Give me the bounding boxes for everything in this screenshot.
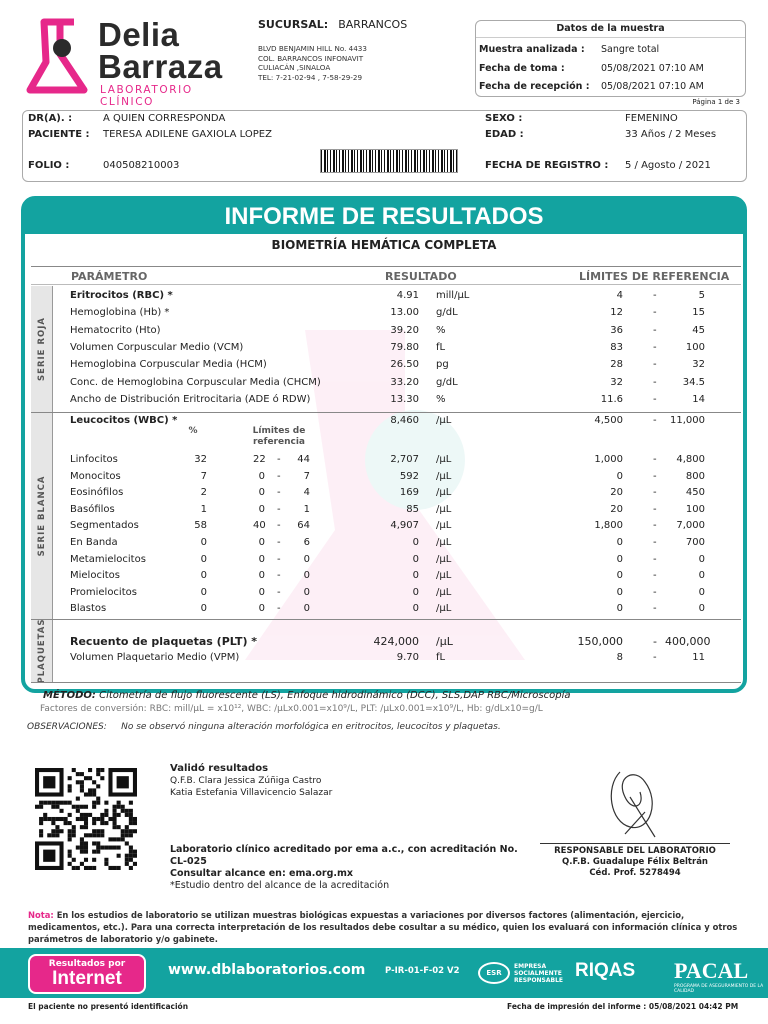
page-number: Página 1 de 3 (692, 98, 740, 106)
ref-min: 32 (610, 376, 623, 388)
percent-value: 2 (200, 487, 207, 499)
percent-limit-max: 0 (303, 553, 310, 565)
param-name: Eritrocitos (RBC) * (70, 290, 173, 301)
accreditation (170, 844, 520, 892)
ref-min: 0 (616, 553, 623, 565)
lab-responsible (540, 843, 730, 879)
sex-label: SEXO : (485, 113, 523, 124)
ref-max: 11,000 (670, 415, 705, 426)
pacal-name: PACAL (674, 958, 749, 983)
sample-key: Fecha de recepción : (479, 81, 590, 92)
range-dash: - (653, 470, 657, 482)
percent-value: 0 (200, 570, 207, 582)
folio-value: 040508210003 (103, 160, 180, 171)
esr-badge (478, 962, 568, 984)
ref-max: 400,000 (665, 635, 711, 648)
percent-limit-min: 0 (258, 603, 265, 615)
result-value: 13.00 (390, 307, 419, 319)
result-row (25, 341, 751, 357)
result-row (25, 602, 751, 618)
param-name: Metamielocitos (70, 553, 146, 565)
ref-max: 11 (692, 652, 705, 663)
range-dash: - (653, 635, 657, 648)
disclaimer-note (28, 909, 744, 945)
range-dash: - (653, 307, 657, 319)
percent-value: 0 (200, 603, 207, 615)
address-line: TEL: 7-21-02-94 , 7-58-29-29 (258, 72, 363, 82)
range-dash: - (277, 503, 281, 515)
ref-min: 4 (616, 290, 623, 301)
range-dash: - (653, 570, 657, 582)
result-unit: /µL (436, 487, 452, 499)
result-unit: /µL (436, 454, 452, 465)
result-unit: mill/µL (436, 290, 470, 301)
param-name: Blastos (70, 603, 107, 615)
ref-max: 0 (698, 570, 705, 582)
pct-header: % (188, 426, 198, 436)
result-unit: fL (436, 652, 446, 663)
branch (258, 18, 407, 31)
ref-max: 15 (692, 307, 705, 319)
result-unit: /µL (436, 537, 452, 548)
sample-title: Datos de la muestra (476, 23, 745, 38)
ref-max: 0 (698, 553, 705, 565)
validation-title: Validó resultados (170, 763, 269, 774)
percent-value: 7 (200, 470, 207, 482)
percent-limit-min: 0 (258, 586, 265, 598)
param-name: Hematocrito (Hto) (70, 324, 161, 336)
result-value: 424,000 (373, 635, 419, 648)
signature-icon (600, 752, 670, 842)
ref-max: 700 (685, 537, 705, 548)
result-value: 0 (412, 553, 419, 565)
result-value: 13.30 (390, 393, 419, 405)
ref-min: 83 (610, 341, 623, 353)
pacal-subtitle: PROGRAMA DE ASEGURAMIENTO DE LA CALIDAD (674, 984, 764, 994)
range-dash: - (277, 570, 281, 582)
percent-limit-min: 22 (253, 454, 266, 465)
result-row (25, 453, 751, 469)
result-unit: % (436, 324, 446, 336)
sample-value: 05/08/2021 07:10 AM (601, 63, 704, 74)
accreditation-line: Laboratorio clínico acreditado por ema a.c., con acreditación No. CL-025 (170, 844, 518, 867)
result-value: 4,907 (390, 520, 419, 532)
method (43, 690, 570, 701)
percent-value: 0 (200, 553, 207, 565)
validator-name: Katia Estefania Villavicencio Salazar (170, 788, 333, 798)
result-row (25, 651, 751, 667)
range-dash: - (653, 503, 657, 515)
col-limits: LÍMITES DE REFERENCIA (579, 270, 730, 283)
section-label-red: SERIE ROJA (36, 317, 47, 381)
patient-label: PACIENTE : (28, 129, 90, 140)
percent-limit-min: 0 (258, 470, 265, 482)
sex-field (485, 113, 678, 124)
print-date: Fecha de impresión del informe : 05/08/2021 04:42 PM (507, 1002, 739, 1011)
table-header (31, 266, 741, 285)
range-dash: - (653, 393, 657, 405)
responsible-title: RESPONSABLE DEL LABORATORIO (554, 846, 716, 856)
range-dash: - (653, 415, 657, 426)
note-label: Nota: (28, 910, 54, 920)
col-result: RESULTADO (385, 270, 457, 283)
param-name: Volumen Plaquetario Medio (VPM) (70, 652, 240, 663)
ref-max: 0 (698, 603, 705, 615)
ref-max: 4,800 (676, 454, 705, 465)
result-row (25, 503, 751, 519)
result-row (25, 470, 751, 486)
range-dash: - (653, 454, 657, 465)
result-unit: pg (436, 359, 449, 371)
registration-date-field (485, 160, 711, 171)
section-divider (31, 682, 741, 683)
percent-limit-min: 0 (258, 487, 265, 499)
age-label: EDAD : (485, 129, 524, 140)
result-row (25, 289, 751, 305)
logo-subtitle: LABORATORIO CLÍNICO (100, 84, 193, 108)
param-name: Hemoglobina Corpuscular Media (HCM) (70, 359, 267, 371)
percent-value: 58 (194, 520, 207, 532)
ref-max: 5 (698, 290, 705, 301)
percent-limit-max: 4 (303, 487, 310, 499)
range-dash: - (277, 487, 281, 499)
conversion-factors: Factores de conversión: RBC: mill/µL = x10¹², WBC: /µLx0.001=x10⁹/L, PLT: /µLx0.001=x10⁹/L, Hb: g/dLx10=g/L (40, 704, 543, 714)
results-button-line1: Resultados por (48, 959, 126, 969)
percent-limit-min: 0 (258, 570, 265, 582)
result-row (25, 306, 751, 322)
result-row (25, 569, 751, 585)
result-row (25, 393, 751, 409)
result-unit: /µL (436, 553, 452, 565)
sample-value: Sangre total (601, 44, 660, 55)
ref-max: 450 (685, 487, 705, 499)
ref-min: 0 (616, 570, 623, 582)
result-row (25, 414, 751, 430)
range-dash: - (653, 652, 657, 663)
result-unit: /µL (436, 570, 452, 582)
observations (27, 722, 501, 732)
ref-max: 45 (692, 324, 705, 336)
range-dash: - (653, 553, 657, 565)
range-dash: - (653, 520, 657, 532)
param-name: Linfocitos (70, 454, 118, 465)
ref-min: 1,000 (594, 454, 623, 465)
result-row (25, 519, 751, 535)
address-line: COL. BARRANCOS INFONAVIT (258, 53, 364, 63)
sample-key: Fecha de toma : (479, 63, 565, 74)
result-unit: /µL (436, 415, 452, 426)
percent-value: 32 (194, 454, 207, 465)
ref-min: 36 (610, 324, 623, 336)
riqas-logo: RIQAS (575, 960, 636, 981)
ref-min: 11.6 (600, 393, 623, 405)
percent-limits-header (243, 426, 315, 448)
param-name: Mielocitos (70, 570, 120, 582)
result-value: 33.20 (390, 376, 419, 388)
percent-limit-max: 44 (297, 454, 310, 465)
accreditation-link: Consultar alcance en: ema.org.mx (170, 868, 354, 879)
method-label: MÉTODO: (43, 690, 96, 701)
result-unit: /µL (436, 586, 452, 598)
param-name: Ancho de Distribución Eritrocitaria (ADE ó RDW) (70, 393, 311, 405)
ref-max: 7,000 (676, 520, 705, 532)
responsible-name: Q.F.B. Guadalupe Félix Beltrán (562, 857, 708, 867)
ref-max: 800 (685, 470, 705, 482)
percent-limit-min: 0 (258, 553, 265, 565)
ref-min: 1,800 (594, 520, 623, 532)
age-field (485, 129, 716, 140)
result-value: 0 (412, 603, 419, 615)
result-value: 9.70 (396, 652, 419, 663)
sample-data-box (475, 20, 746, 97)
branch-address (258, 44, 367, 82)
param-name: Leucocitos (WBC) * (70, 415, 178, 426)
ref-min: 20 (610, 487, 623, 499)
range-dash: - (277, 470, 281, 482)
sample-row (479, 63, 704, 74)
result-value: 26.50 (390, 359, 419, 371)
param-name: Eosinófilos (70, 487, 124, 499)
folio-label: FOLIO : (28, 160, 70, 171)
observations-text: No se observó ninguna alteración morfológica en eritrocitos, leucocitos y plaquetas. (121, 722, 501, 732)
result-value: 0 (412, 537, 419, 548)
param-name: Promielocitos (70, 586, 137, 598)
range-dash: - (653, 290, 657, 301)
ref-max: 100 (685, 503, 705, 515)
result-value: 79.80 (390, 341, 419, 353)
age-value: 33 Años / 2 Meses (625, 129, 717, 140)
report-banner: INFORME DE RESULTADOS (25, 200, 743, 234)
percent-limit-max: 64 (297, 520, 310, 532)
branch-value: BARRANCOS (338, 18, 408, 31)
note-text: En los estudios de laboratorio se utilizan muestras biológicas expuestas a variaciones por diversos factores (alimentación, ejercicio, medicamentos, etc.). Para una correcta interpretación de los resultados debe cosultar a su médico, quien los evaluará con información clínica y otros parámetros de laboratorio y/o gabinete. (28, 910, 738, 944)
range-dash: - (653, 537, 657, 548)
ref-max: 14 (692, 393, 705, 405)
result-unit: /µL (436, 470, 452, 482)
ref-min: 0 (616, 603, 623, 615)
result-row (25, 553, 751, 569)
registration-label: FECHA DE REGISTRO : (485, 160, 609, 171)
result-row (25, 324, 751, 340)
result-value: 4.91 (396, 290, 419, 301)
accreditation-note: *Estudio dentro del alcance de la acreditación (170, 880, 390, 891)
range-dash: - (277, 537, 281, 548)
range-dash: - (653, 603, 657, 615)
range-dash: - (277, 586, 281, 598)
patient-field (28, 129, 272, 140)
responsible-license: Céd. Prof. 5278494 (589, 868, 681, 878)
param-name: Monocitos (70, 470, 121, 482)
result-unit: /µL (436, 603, 452, 615)
validation-block (170, 763, 332, 799)
result-row (25, 376, 751, 392)
result-value: 169 (399, 487, 419, 499)
ref-min: 0 (616, 470, 623, 482)
percent-limit-max: 0 (303, 586, 310, 598)
result-value: 592 (399, 470, 419, 482)
qr-code-icon[interactable] (35, 768, 137, 870)
range-dash: - (277, 603, 281, 615)
validator-name: Q.F.B. Clara Jessica Zúñiga Castro (170, 776, 322, 786)
range-dash: - (653, 487, 657, 499)
folio-field (28, 160, 179, 171)
result-row (25, 358, 751, 374)
patient-box (22, 110, 747, 182)
percent-limit-max: 1 (303, 503, 310, 515)
ref-min: 12 (610, 307, 623, 319)
result-unit: g/dL (436, 376, 458, 388)
ref-max: 34.5 (682, 376, 705, 388)
percent-value: 1 (200, 503, 207, 515)
ref-min: 8 (616, 652, 623, 663)
range-dash: - (277, 520, 281, 532)
ref-min: 0 (616, 586, 623, 598)
folio-barcode (320, 149, 458, 173)
esr-text: EMPRESA SOCIALMENTE RESPONSABLE (514, 963, 564, 984)
range-dash: - (653, 586, 657, 598)
ref-min: 0 (616, 537, 623, 548)
limits-header-line2: referencia (252, 437, 305, 447)
percent-limit-min: 0 (258, 537, 265, 548)
doctor-value: A QUIEN CORRESPONDA (103, 113, 226, 124)
logo-name-line1: Delia (98, 16, 180, 53)
percent-limit-max: 0 (303, 570, 310, 582)
result-value: 39.20 (390, 324, 419, 336)
ref-min: 4,500 (594, 415, 623, 426)
footer-bar (0, 948, 768, 998)
form-code: P-IR-01-F-02 V2 (385, 966, 460, 976)
param-name: En Banda (70, 537, 118, 548)
observations-label: OBSERVACIONES: (27, 722, 107, 732)
ref-min: 20 (610, 503, 623, 515)
result-unit: fL (436, 341, 446, 353)
patient-name: TERESA ADILENE GAXIOLA LOPEZ (103, 129, 272, 140)
range-dash: - (653, 376, 657, 388)
results-card (21, 196, 747, 701)
param-name: Conc. de Hemoglobina Corpuscular Media (CHCM) (70, 376, 321, 388)
sample-value: 05/08/2021 07:10 AM (601, 81, 704, 92)
result-row (25, 486, 751, 502)
param-name: Segmentados (70, 520, 139, 532)
results-online-button[interactable] (28, 954, 146, 994)
percent-limit-max: 6 (303, 537, 310, 548)
result-value: 85 (406, 503, 419, 515)
esr-logo-icon: ESR (478, 962, 510, 984)
sample-row (479, 44, 659, 55)
section-label-platelets: PLAQUETAS (36, 618, 47, 684)
method-text: Citometría de flujo fluorescente (LS), Enfoque hidrodinámico (DCC), SLS,DAP RBC/Microscopía (99, 690, 571, 701)
result-value: 0 (412, 586, 419, 598)
result-unit: g/dL (436, 307, 458, 319)
result-row (25, 536, 751, 552)
address-line: BLVD BENJAMIN HILL No. 4433 (258, 44, 367, 53)
result-value: 0 (412, 570, 419, 582)
report-subtitle: BIOMETRÍA HEMÁTICA COMPLETA (271, 238, 497, 252)
percent-limit-min: 0 (258, 503, 265, 515)
param-name: Basófilos (70, 503, 115, 515)
result-value: 8,460 (390, 415, 419, 426)
param-name: Hemoglobina (Hb) * (70, 307, 170, 319)
range-dash: - (653, 341, 657, 353)
registration-date: 5 / Agosto / 2021 (625, 160, 711, 171)
ref-max: 32 (692, 359, 705, 371)
percent-limit-max: 0 (303, 603, 310, 615)
param-name: Recuento de plaquetas (PLT) * (70, 635, 258, 648)
result-value: 2,707 (390, 454, 419, 465)
section-divider (31, 619, 741, 620)
percent-value: 0 (200, 586, 207, 598)
ref-max: 100 (685, 341, 705, 353)
sample-key: Muestra analizada : (479, 44, 585, 55)
result-unit: /µL (436, 635, 453, 648)
results-button-line2: Internet (52, 968, 122, 989)
result-row (25, 586, 751, 602)
flask-logo-icon (26, 18, 90, 96)
result-unit: % (436, 393, 446, 405)
doctor-label: DR(A). : (28, 113, 73, 124)
logo-name-line2: Barraza (98, 48, 223, 85)
result-unit: /µL (436, 520, 452, 532)
result-unit: /µL (436, 503, 452, 515)
lab-logo (26, 16, 246, 108)
result-row (25, 634, 751, 650)
range-dash: - (277, 454, 281, 465)
ref-min: 28 (610, 359, 623, 371)
range-dash: - (653, 324, 657, 336)
no-id-notice: El paciente no presentó identificación (28, 1002, 189, 1011)
ref-max: 0 (698, 586, 705, 598)
sample-row (479, 81, 704, 92)
param-name: Volumen Corpuscular Medio (VCM) (70, 341, 244, 353)
section-label-white: SERIE BLANCA (36, 475, 47, 557)
ref-min: 150,000 (577, 635, 623, 648)
range-dash: - (653, 359, 657, 371)
pacal-logo (674, 958, 768, 994)
col-param: PARÁMETRO (71, 270, 148, 283)
sex-value: FEMENINO (625, 113, 678, 124)
website-link[interactable]: www.dblaboratorios.com (168, 962, 366, 978)
address-line: CULIACÁN ,SINALOA (258, 63, 331, 73)
range-dash: - (277, 553, 281, 565)
percent-value: 0 (200, 537, 207, 548)
section-divider (31, 412, 741, 413)
limits-header-line1: Límites de (252, 426, 306, 436)
doctor-field (28, 113, 225, 124)
percent-limit-max: 7 (303, 470, 310, 482)
percent-limit-min: 40 (253, 520, 266, 532)
branch-label: SUCURSAL: (258, 18, 329, 31)
